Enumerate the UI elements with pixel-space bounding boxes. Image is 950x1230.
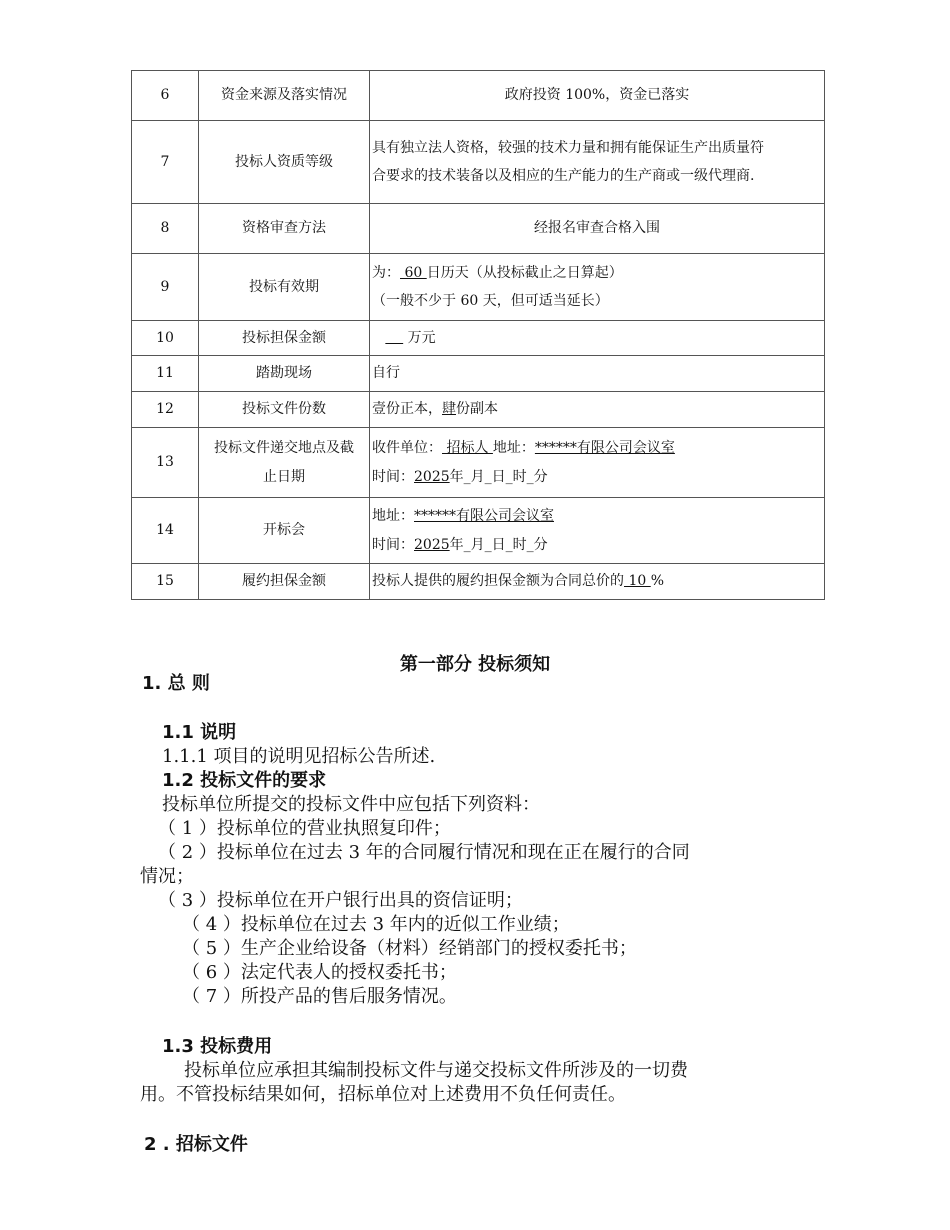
value-text: 日历天（从投标截止之日算起） [426, 264, 623, 281]
list-item: （ 7 ）所投产品的售后服务情况。 [182, 986, 457, 1007]
list-item: （ 1 ）投标单位的营业执照复印件； [158, 818, 451, 839]
row-item: 投标有效期 [199, 254, 370, 321]
year: 2025 [414, 468, 450, 485]
value-text: % [650, 573, 665, 590]
value-text: 万元 [403, 329, 436, 346]
row-number: 7 [132, 121, 199, 204]
heading-1-1: 1.1 说明 [162, 722, 237, 743]
row-number: 14 [132, 498, 199, 564]
row-number: 9 [132, 254, 199, 321]
list-item: （ 5 ）生产企业给设备（材料）经销部门的授权委托书； [182, 938, 637, 959]
value-text: 时间： [372, 468, 414, 485]
copies-count: 肆 [442, 401, 456, 418]
value-text: 收件单位： [372, 440, 442, 457]
value-text: 份副本 [456, 401, 498, 418]
row-item: 资金来源及落实情况 [199, 71, 370, 121]
section-title: 第一部分 投标须知 [399, 654, 551, 675]
row-item: 开标会 [199, 498, 370, 564]
row-number: 11 [132, 356, 199, 392]
value-text: 投标人提供的履约担保金额为合同总价的 [372, 573, 624, 590]
row-number: 13 [132, 428, 199, 498]
value-line: 合要求的技术装备以及相应的生产能力的生产商或一级代理商. [372, 168, 755, 184]
row-value: 自行 [370, 356, 825, 392]
address: ******有限公司会议室 [534, 440, 675, 457]
row-item: 踏勘现场 [199, 356, 370, 392]
list-item: （ 3 ）投标单位在开户银行出具的资信证明； [158, 890, 523, 911]
list-item: （ 4 ）投标单位在过去 3 年内的近似工作业绩； [182, 914, 570, 935]
row-number: 15 [132, 564, 199, 600]
row-item: 资格审查方法 [199, 204, 370, 254]
recipient: 招标人 [442, 440, 493, 457]
heading-1-2: 1.2 投标文件的要求 [162, 770, 327, 791]
row-number: 12 [132, 392, 199, 428]
paragraph-1-3: 投标单位应承担其编制投标文件与递交投标文件所涉及的一切费 [184, 1060, 688, 1081]
percent-value: 10 [624, 573, 651, 590]
value-text: 年_月_日_时_分 [449, 468, 548, 485]
row-item: 履约担保金额 [199, 564, 370, 600]
row-value: 经报名审查合格入围 [370, 204, 825, 254]
row-number: 6 [132, 71, 199, 121]
value-line: （一般不少于 60 天，但可适当延长） [372, 293, 609, 309]
value-text: 壹份正本， [372, 401, 442, 418]
paragraph-1-3-cont: 用。不管投标结果如何，招标单位对上述费用不负任何责任。 [140, 1084, 626, 1105]
year: 2025 [414, 536, 450, 553]
value-text: 时间： [372, 536, 414, 553]
heading-1-3: 1.3 投标费用 [162, 1036, 273, 1057]
row-value: 政府投资 100%，资金已落实 [370, 71, 825, 121]
paragraph-1-1-1: 1.1.1 项目的说明见招标公告所述. [162, 746, 436, 767]
row-item: 投标文件份数 [199, 392, 370, 428]
list-item: （ 2 ）投标单位在过去 3 年的合同履行情况和现在正在履行的合同 [158, 842, 690, 863]
paragraph-1-2: 投标单位所提交的投标文件中应包括下列资料： [162, 794, 540, 815]
value-text: 地址： [492, 440, 535, 457]
value-text: 为： [372, 264, 400, 281]
row-item: 投标担保金额 [199, 321, 370, 356]
validity-days: 60 [400, 264, 427, 281]
address: ******有限公司会议室 [414, 508, 554, 525]
body-text [140, 0, 820, 1230]
item-line: 止日期 [263, 468, 305, 485]
value-line: 具有独立法人资格，较强的技术力量和拥有能保证生产出质量符 [372, 139, 764, 156]
value-text: 地址： [372, 508, 414, 525]
row-number: 8 [132, 204, 199, 254]
item-line: 投标文件递交地点及截 [214, 440, 354, 457]
list-item: 情况； [140, 866, 194, 887]
heading-tender-documents: 2 . 招标文件 [144, 1134, 248, 1155]
row-number: 10 [132, 321, 199, 356]
heading-general: 1. 总 则 [142, 673, 210, 694]
list-item: （ 6 ）法定代表人的授权委托书； [182, 962, 457, 983]
row-item: 投标人资质等级 [199, 121, 370, 204]
value-text: 年_月_日_时_分 [449, 536, 548, 553]
